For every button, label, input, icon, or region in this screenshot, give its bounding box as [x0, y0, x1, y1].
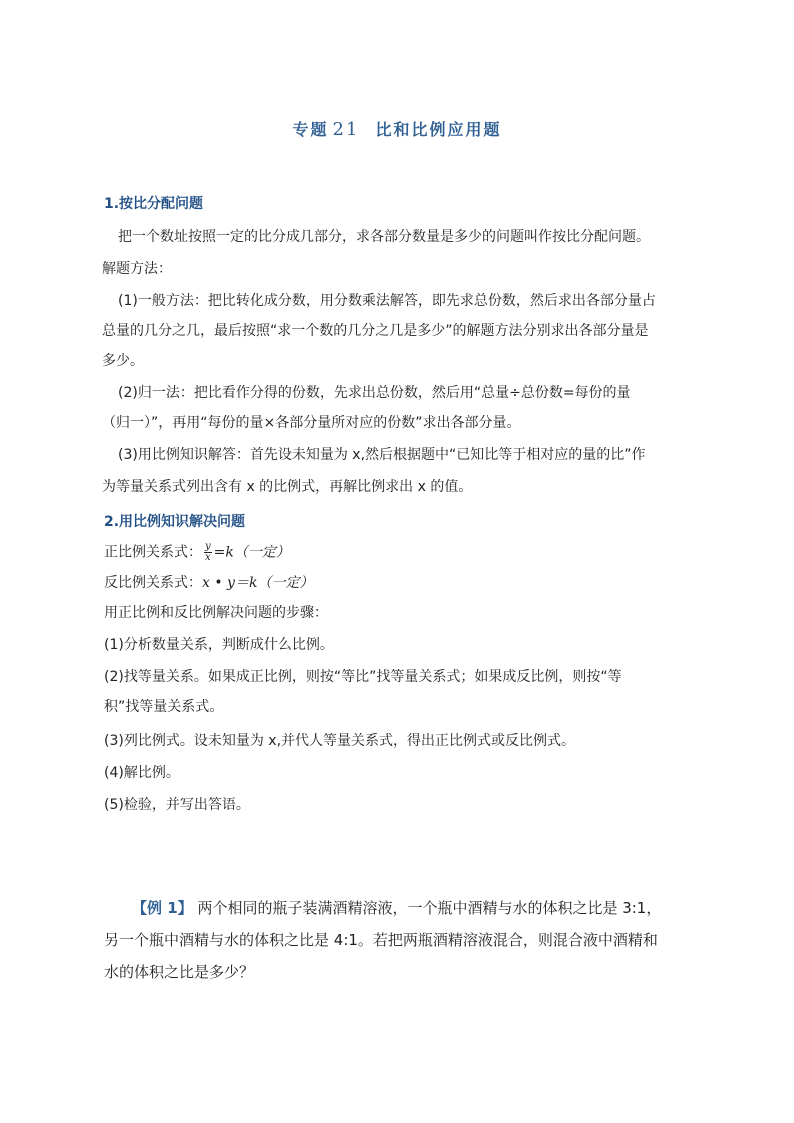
- paragraph-line: (5)检验，并写出答语。: [104, 797, 250, 813]
- direct-proportion-label: 正比例关系式：: [104, 544, 202, 561]
- fraction-denominator: x: [205, 552, 211, 563]
- direct-proportion-equation: =k（一定）: [213, 544, 290, 561]
- example-1-line: 水的体积之比是多少？: [104, 963, 255, 981]
- paragraph-line: 用正比例和反比例解决问题的步骤：: [104, 605, 328, 621]
- example-1-line: 另一个瓶中酒精与水的体积之比是 4:1。若把两瓶酒精溶液混合，则混合液中酒精和: [104, 931, 658, 949]
- example-1-label: 【例 1】: [132, 899, 193, 917]
- paragraph-line: (4)解比例。: [104, 765, 180, 781]
- section-1-heading: 1.按比分配问题: [104, 196, 204, 212]
- fraction-y-over-x: [204, 542, 212, 563]
- paragraph-line: 解题方法：: [102, 261, 172, 277]
- paragraph-line: 总量的几分之几，最后按照“求一个数的几分之几是多少”的解题方法分别求出各部分量是: [102, 323, 649, 339]
- inverse-proportion-label: 反比例关系式：: [104, 575, 202, 591]
- paragraph-line: 为等量关系式列出含有 x 的比例式，再解比例求出 x 的值。: [102, 479, 473, 495]
- paragraph-line: 把一个数址按照一定的比分成几部分，求各部分数量是多少的问题叫作按比分配问题。: [118, 229, 650, 245]
- paragraph-line: (3)列比例式。设未知量为 x,并代人等量关系式，得出正比例式或反比例式。: [104, 733, 576, 749]
- inverse-proportion-formula: [104, 574, 313, 592]
- paragraph-line: (2)归一法：把比看作分得的份数，先求出总份数，然后用“总量÷总份数=每份的量: [118, 385, 631, 401]
- title-number: 21: [332, 119, 360, 140]
- paragraph-line: (1)分析数量关系，判断成什么比例。: [104, 637, 334, 653]
- paragraph-line: (2)找等量关系。如果成正比例，则按“等比”找等量关系式；如果成反比例，则按“等: [104, 669, 622, 685]
- paragraph-line: (1)一般方法：把比转化成分数，用分数乘法解答，即先求总份数，然后求出各部分量占: [118, 293, 656, 309]
- title-prefix: 专题: [292, 120, 329, 139]
- title-text: 比和比例应用题: [375, 120, 502, 139]
- inverse-proportion-equation: x • y＝k（一定）: [202, 575, 314, 591]
- direct-proportion-formula: [104, 542, 290, 563]
- example-1-text: 两个相同的瓶子装满酒精溶液，一个瓶中酒精与水的体积之比是 3:1，: [192, 899, 662, 917]
- fraction-numerator: y: [205, 541, 211, 552]
- page-title: [0, 117, 794, 140]
- paragraph-line: （归一）”，再用“每份的量×各部分量所对应的份数”求出各部分量。: [102, 415, 521, 431]
- paragraph-line: (3)用比例知识解答：首先设未知量为 x,然后根据题中“已知比等于相对应的量的比”作: [118, 447, 646, 463]
- section-2-heading: 2.用比例知识解决问题: [104, 514, 246, 530]
- example-1-first-line: [132, 898, 661, 918]
- paragraph-line: 多少。: [102, 353, 144, 369]
- paragraph-line: 积”找等量关系式。: [104, 699, 224, 715]
